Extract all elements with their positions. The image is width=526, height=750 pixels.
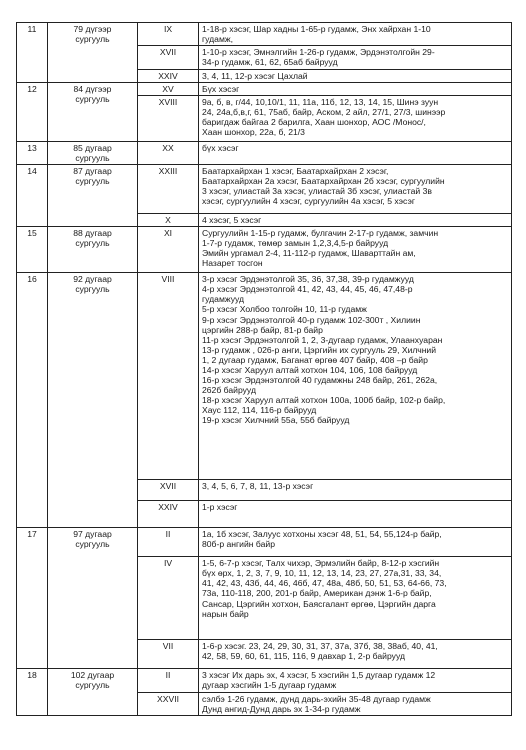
khoroo-number-cell: XVIII bbox=[138, 96, 199, 142]
address-line: 80б-р ангийн байр bbox=[202, 539, 275, 550]
address-line: 13-р гудамж , 026-р анги, Цэргийн их сургууль 29, Хилчний bbox=[202, 344, 437, 355]
address-line: 3, 4, 11, 12-р хэсэг Цахлай bbox=[202, 71, 308, 82]
address-line: Сургуулийн 1-15-р гудамж, булгачин 2-17-р гудамж, замчин bbox=[202, 228, 439, 239]
khoroo-number-cell: XX bbox=[138, 142, 199, 165]
address-line: 24, 24а,б,в,г, 61, 75аб, байр, Аском, 2 айл, 27/1, 27/3, шинээр bbox=[202, 107, 446, 118]
address-line: 34-р гудамж, 61, 62, 65аб байрууд bbox=[202, 57, 338, 68]
address-line: Баатархайрхан 1 хэсэг, Баатархайрхан 2 хэсэг, bbox=[202, 166, 389, 177]
school-name-line: сургууль bbox=[75, 94, 110, 105]
school-name-line: 79 дүгээр bbox=[73, 24, 112, 34]
row-number-cell: 12 bbox=[17, 83, 48, 142]
address-cell bbox=[199, 640, 512, 669]
address-cell bbox=[199, 528, 512, 557]
address-line: 3-р хэсэг Эрдэнэтолгой 35, 36, 37,38, 39-р гудамжууд bbox=[202, 274, 414, 285]
address-line: Баатархайрхан 2а хэсэг, Баатархайрхан 2б хэсэг, сургуулийн bbox=[202, 176, 445, 187]
address-line: 4-р хэсэг Эрдэнэтолгой 41, 42, 43, 44, 45, 46, 47,48-р bbox=[202, 284, 413, 295]
school-name-cell bbox=[48, 83, 138, 142]
address-cell bbox=[199, 273, 512, 480]
table-row bbox=[17, 165, 512, 214]
address-line: сэлбэ 1-26 гудамж, дунд дарь-эхийн 35-48 дугаар гудамж bbox=[202, 694, 431, 705]
khoroo-number-cell: IV bbox=[138, 557, 199, 640]
address-cell bbox=[199, 693, 512, 716]
address-line: 3, 4, 5, 6, 7, 8, 11, 13-р хэсэг bbox=[202, 481, 314, 492]
address-line: бүх өрх, 1, 2, 3, 7, 9, 10, 11, 12, 13, 14, 23, 27, 27а,31, 33, 34, bbox=[202, 568, 442, 579]
school-name-line: 85 дугаар bbox=[73, 143, 112, 154]
address-line: Дунд ангид-Дунд дарь эх 1-34-р гудамж bbox=[202, 704, 361, 715]
address-line: Хаан шонхор, 22а, б, 21/3 bbox=[202, 127, 305, 138]
address-line: 262б байрууд bbox=[202, 384, 256, 395]
address-line: 9-р хэсэг Эрдэнэтолгой 40-р гудамж 102-300т , Хилиин bbox=[202, 314, 421, 325]
school-name-line: сургууль bbox=[75, 153, 110, 164]
school-name-line: сургууль bbox=[75, 539, 110, 550]
table-row bbox=[17, 23, 512, 46]
row-number-cell: 17 bbox=[17, 528, 48, 669]
khoroo-number-cell: XV bbox=[138, 83, 199, 96]
address-line: гудамжууд bbox=[202, 294, 245, 305]
khoroo-number-cell: XVII bbox=[138, 46, 199, 70]
address-line: нарын байр bbox=[202, 608, 249, 619]
address-cell bbox=[199, 83, 512, 96]
school-name-cell bbox=[48, 273, 138, 528]
address-cell bbox=[199, 23, 512, 46]
address-cell bbox=[199, 165, 512, 214]
address-line: Хаус 112, 114, 116-р байрууд bbox=[202, 404, 317, 415]
khoroo-number-cell: IX bbox=[138, 23, 199, 46]
address-line: Эмийн ургамал 2-4, 11-112-р гудамж, Шаварттайн ам, bbox=[202, 248, 416, 259]
address-line: 9а, б, в, г/44, 10,10/1, 11, 11а, 11б, 12, 13, 14, 15, Шинэ зуун bbox=[202, 97, 439, 108]
address-line: 1а, 1б хэсэг, Залуус хотхоны хэсэг 48, 51, 54, 55,124-р байр, bbox=[202, 529, 442, 540]
school-name-cell bbox=[48, 23, 138, 83]
row-number-cell: 18 bbox=[17, 669, 48, 716]
address-line: 1-10-р хэсэг, Эмнэлгийн 1-26-р гудамж, Эрдэнэтолгойн 29- bbox=[202, 47, 435, 58]
address-line: 1-7-р гудамж, төмөр замын 1,2,3,4,5-р байрууд bbox=[202, 238, 389, 249]
khoroo-number-cell: XXIV bbox=[138, 501, 199, 528]
khoroo-number-cell: X bbox=[138, 214, 199, 227]
table-row bbox=[17, 273, 512, 480]
khoroo-number-cell: VII bbox=[138, 640, 199, 669]
table-body bbox=[17, 23, 512, 716]
address-line: хэсэг, сургуулийн 4 хэсэг, сургуулийн 4а хэсэг, 5 хэсэг bbox=[202, 196, 415, 207]
khoroo-number-cell: XXIV bbox=[138, 70, 199, 83]
khoroo-number-cell: XXIII bbox=[138, 165, 199, 214]
address-line: Назарет тосгон bbox=[202, 258, 263, 269]
address-line: 1-6-р хэсэг. 23, 24, 29, 30, 31, 37, 37а, 37б, 38, 38аб, 40, 41, bbox=[202, 641, 438, 652]
address-line: гудамж, bbox=[202, 34, 233, 45]
address-cell bbox=[199, 214, 512, 227]
address-line: 3 хэсэг Их дарь эх, 4 хэсэг, 5 хэсгийн 1,5 дугаар гудамж 12 bbox=[202, 670, 436, 681]
address-line: 1-18-р хэсэг, Шар хадны 1-65-р гудамж, Энх хайрхан 1-10 bbox=[202, 24, 431, 34]
address-cell bbox=[199, 480, 512, 501]
address-cell bbox=[199, 46, 512, 70]
address-line: баригдаж байгаа 2 барилга, Хаан шонхор, АОС /Монос/, bbox=[202, 117, 426, 128]
address-line: 19-р хэсэг Хилчний 55а, 55б байрууд bbox=[202, 414, 350, 425]
address-line: 1, 2 дугаар гудамж, Баганат өргөө 407 байр, 408 –р байр bbox=[202, 354, 428, 365]
address-line: 14-р хэсэг Харуул алтай хотхон 104, 106, 108 байрууд bbox=[202, 364, 418, 375]
table-row bbox=[17, 227, 512, 273]
school-name-line: сургууль bbox=[75, 680, 110, 691]
address-cell bbox=[199, 557, 512, 640]
address-line: бүх хэсэг bbox=[202, 143, 239, 154]
khoroo-number-cell: II bbox=[138, 528, 199, 557]
school-name-cell bbox=[48, 165, 138, 227]
address-line: 18-р хэсэг Харуул алтай хотхон 100а, 100б байр, 102-р байр, bbox=[202, 394, 446, 405]
school-name-line: сургууль bbox=[75, 34, 110, 45]
address-line: цэргийн 288-р байр, 81-р байр bbox=[202, 324, 323, 335]
address-line: 16-р хэсэг Эрдэнэтолгой 40 гудамжны 248 байр, 261, 262а, bbox=[202, 374, 438, 385]
address-cell bbox=[199, 142, 512, 165]
school-name-cell bbox=[48, 142, 138, 165]
school-district-table bbox=[16, 22, 512, 716]
school-name-line: 92 дугаар bbox=[73, 274, 112, 285]
address-cell bbox=[199, 227, 512, 273]
address-line: 1-5, 6-7-р хэсэг, Талх чихэр, Эрмэлийн байр, 8-12-р хэсгийн bbox=[202, 558, 440, 569]
address-line: Сансар, Цэргийн хотхон, Баясгалант өргөө, Цэргийн дарга bbox=[202, 598, 436, 609]
row-number-cell: 14 bbox=[17, 165, 48, 227]
row-number-cell: 13 bbox=[17, 142, 48, 165]
address-line: 42, 58, 59, 60, 61, 115, 116, 9 давхар 1, 2-р байрууд bbox=[202, 651, 405, 662]
school-name-line: сургууль bbox=[75, 238, 110, 249]
table-row bbox=[17, 142, 512, 165]
school-name-cell bbox=[48, 227, 138, 273]
school-name-line: сургууль bbox=[75, 176, 110, 187]
khoroo-number-cell: XVII bbox=[138, 480, 199, 501]
address-cell bbox=[199, 669, 512, 693]
school-name-cell bbox=[48, 669, 138, 716]
row-number-cell: 11 bbox=[17, 23, 48, 83]
khoroo-number-cell: II bbox=[138, 669, 199, 693]
school-name-line: 88 дугаар bbox=[73, 228, 112, 239]
khoroo-number-cell: VIII bbox=[138, 273, 199, 480]
school-name-line: 84 дүгээр bbox=[73, 84, 112, 95]
school-name-line: сургууль bbox=[75, 284, 110, 295]
khoroo-number-cell: XI bbox=[138, 227, 199, 273]
address-line: 1-р хэсэг bbox=[202, 502, 238, 513]
row-number-cell: 16 bbox=[17, 273, 48, 528]
table-row bbox=[17, 528, 512, 557]
address-line: Бүх хэсэг bbox=[202, 84, 240, 95]
address-line: дугаар хэсгийн 1-5 дугаар гудамж bbox=[202, 680, 337, 691]
school-name-cell bbox=[48, 528, 138, 669]
school-name-line: 87 дугаар bbox=[73, 166, 112, 177]
address-line: 11-р хэсэг Эрдэнэтолгой 1, 2, 3-дугаар гудамж, Улаанхуаран bbox=[202, 334, 443, 345]
address-line: 41, 42, 43, 43б, 44, 46, 46б, 47, 48а, 48б, 50, 51, 53, 64-66, 73, bbox=[202, 578, 447, 589]
address-cell bbox=[199, 96, 512, 142]
school-name-line: 97 дугаар bbox=[73, 529, 112, 540]
address-line: 4 хэсэг, 5 хэсэг bbox=[202, 215, 262, 226]
row-number-cell: 15 bbox=[17, 227, 48, 273]
table-row bbox=[17, 669, 512, 693]
address-cell bbox=[199, 501, 512, 528]
khoroo-number-cell: XXVII bbox=[138, 693, 199, 716]
school-name-line: 102 дугаар bbox=[70, 670, 115, 681]
table-row bbox=[17, 83, 512, 96]
address-line: 73а, 110-118, 200, 201-р байр, Американ дэнж 1-6-р байр, bbox=[202, 588, 432, 599]
address-line: 5-р хэсэг Холбоо толгойн 10, 11-р гудамж bbox=[202, 304, 367, 315]
address-cell bbox=[199, 70, 512, 83]
address-line: 3 хэсэг, улиастай 3а хэсэг, улиастай 3б хэсэг, улиастай 3в bbox=[202, 186, 432, 197]
